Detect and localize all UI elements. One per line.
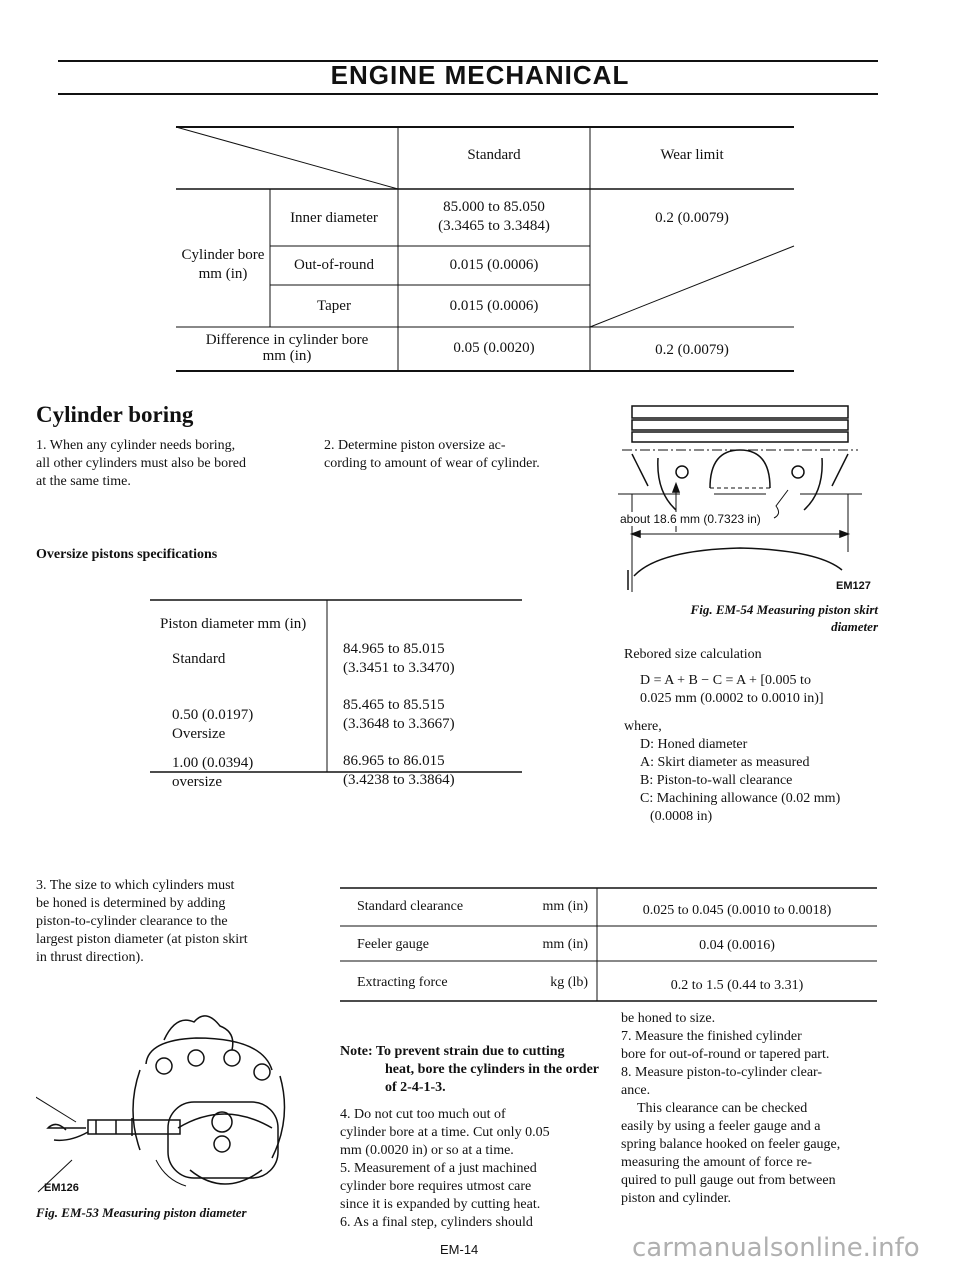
- clearance-value-1: 0.04 (0.0016): [699, 938, 775, 953]
- page-number: EM-14: [440, 1242, 479, 1257]
- para-mid: 4. Do not cut too much out of cylinder bore at a time. Cut only 0.05 mm (0.0020 in) or so at a time. 5. Measurement of a just machined cylinder bore requires utmost care since it is expanded by cutting heat. 6. As a final step, cylinders should: [340, 1107, 550, 1230]
- oversize-title: Oversize pistons specifications: [36, 547, 218, 562]
- oversize-name-2: 1.00 (0.0394) oversize: [172, 755, 254, 790]
- para-1: 1. When any cylinder needs boring, all other cylinders must also be bored at the same time.: [36, 438, 246, 489]
- figure-53: [36, 1010, 316, 1220]
- clearance-name-1: Feeler gauge: [357, 937, 429, 952]
- oversize-table: [0, 590, 560, 790]
- spec-wear-diff: 0.2 (0.0079): [655, 342, 729, 358]
- clearance-table: [0, 870, 960, 1010]
- clearance-value-0: 0.025 to 0.045 (0.0010 to 0.0018): [642, 903, 832, 918]
- spec-col-standard: Standard: [467, 147, 521, 163]
- spec-table: [0, 0, 960, 380]
- oversize-header: Piston diameter mm (in): [160, 616, 307, 632]
- spec-wear-inner: 0.2 (0.0079): [655, 210, 729, 226]
- figure-53-caption: Fig. EM-53 Measuring piston diameter: [36, 1205, 247, 1220]
- oversize-name-1: 0.50 (0.0197) Oversize: [172, 707, 254, 742]
- figure-54-code: EM127: [836, 580, 871, 592]
- spec-label-inner: Inner diameter: [290, 210, 378, 226]
- para-3: 3. The size to which cylinders must be honed is determined by adding piston-to-cylinder clearance to the largest piston diameter (at piston skirt in thrust direction).: [36, 878, 248, 965]
- clearance-value-2: 0.2 to 1.5 (0.44 to 3.31): [670, 978, 804, 993]
- watermark: carmanualsonline.info: [632, 1233, 920, 1263]
- figure-53-code: EM126: [44, 1182, 79, 1194]
- section-title: Cylinder boring: [36, 402, 194, 427]
- piston-skirt-drawing: [618, 402, 878, 602]
- para-right: be honed to size. 7. Measure the finished cylinder bore for out-of-round or tapered part. 8. Measure piston-to-cylinder clear- ance. This clearance can be checked easily by using a feeler gauge and a spring balance hooked on feeler gauge, measuring the amount of force re- quired to pull gauge out from between piston and cylinder.: [621, 1011, 841, 1206]
- spec-std-taper: 0.015 (0.0006): [449, 298, 539, 314]
- spec-row-group: Cylinder bore mm (in): [181, 247, 265, 282]
- clearance-unit-0: mm (in): [542, 899, 588, 914]
- rebored-defs: D: Honed diameter A: Skirt diameter as measured B: Piston-to-wall clearance C: Machining allowance (0.02 mm) (0.0008 in): [640, 737, 841, 824]
- oversize-name-0: Standard: [172, 651, 226, 667]
- clearance-unit-2: kg (lb): [550, 975, 588, 990]
- page-title: ENGINE MECHANICAL: [330, 60, 630, 90]
- rebored-where: where,: [624, 719, 662, 734]
- spec-std-outofround: 0.015 (0.0006): [449, 257, 539, 273]
- oversize-value-0: 84.965 to 85.015 (3.3451 to 3.3470): [343, 641, 455, 676]
- clearance-unit-1: mm (in): [542, 937, 588, 952]
- para-2: 2. Determine piston oversize ac- cording to amount of wear of cylinder.: [324, 438, 540, 471]
- spec-std-diff: 0.05 (0.0020): [453, 340, 535, 356]
- rebored-formula: D = A + B − C = A + [0.005 to 0.025 mm (0.0002 to 0.0010 in)]: [640, 673, 824, 706]
- spec-std-inner: 85.000 to 85.050 (3.3465 to 3.3484): [438, 199, 550, 234]
- spec-table-lines: [0, 0, 960, 380]
- spec-col-wear: Wear limit: [660, 147, 724, 163]
- rebored-title: Rebored size calculation: [624, 647, 762, 662]
- oversize-value-1: 85.465 to 85.515 (3.3648 to 3.3667): [343, 697, 455, 732]
- figure-54-caption: Fig. EM-54 Measuring piston skirt diameter: [690, 602, 878, 634]
- spec-label-outofround: Out-of-round: [294, 257, 374, 273]
- figure-54: [618, 402, 878, 612]
- spec-label-diff: Difference in cylinder bore mm (in): [205, 332, 369, 364]
- figure-54-dimension-label: about 18.6 mm (0.7323 in): [620, 512, 761, 526]
- piston-diameter-drawing: [36, 1010, 316, 1200]
- clearance-name-2: Extracting force: [357, 975, 448, 990]
- spec-label-taper: Taper: [317, 298, 351, 314]
- note: Note: To prevent strain due to cutting heat, bore the cylinders in the order of 2-4-1-3.: [340, 1044, 599, 1095]
- oversize-value-2: 86.965 to 86.015 (3.4238 to 3.3864): [343, 753, 455, 788]
- clearance-name-0: Standard clearance: [357, 899, 464, 914]
